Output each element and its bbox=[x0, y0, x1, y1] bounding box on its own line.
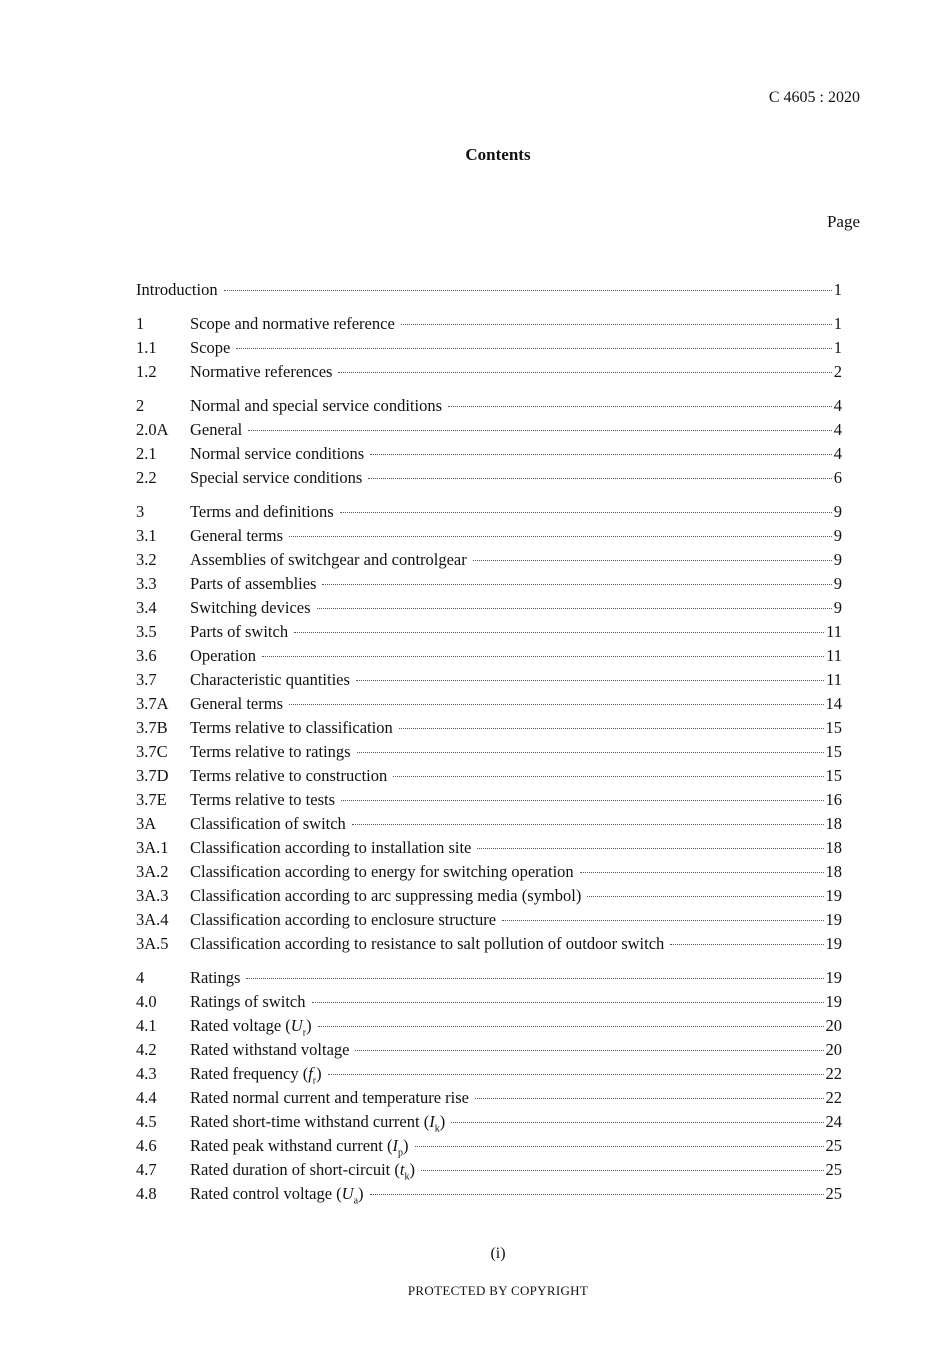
dot-leader bbox=[670, 943, 823, 945]
toc-entry-page: 15 bbox=[825, 766, 842, 785]
dot-leader bbox=[312, 1001, 824, 1003]
toc-entry-number: 4.7 bbox=[136, 1160, 157, 1179]
dot-leader bbox=[370, 1193, 824, 1195]
dot-leader bbox=[368, 477, 831, 479]
toc-entry-page: 9 bbox=[833, 526, 842, 545]
toc-entry-title: Introduction bbox=[136, 280, 218, 299]
toc-entry[interactable] bbox=[136, 442, 842, 466]
toc-entry-page: 9 bbox=[833, 550, 842, 569]
toc-entry[interactable] bbox=[136, 548, 842, 572]
toc-entry-page: 11 bbox=[826, 622, 842, 641]
toc-entry-title: Terms relative to construction bbox=[190, 766, 388, 785]
toc-entry-page: 25 bbox=[825, 1184, 842, 1203]
dot-leader bbox=[399, 727, 824, 729]
dot-leader bbox=[322, 583, 831, 585]
toc-entry[interactable] bbox=[136, 692, 842, 716]
toc-entry[interactable] bbox=[136, 932, 842, 956]
dot-leader bbox=[246, 977, 823, 979]
toc-entry-title: Ratings bbox=[190, 968, 241, 987]
dot-leader bbox=[341, 799, 823, 801]
dot-leader bbox=[328, 1073, 824, 1075]
toc-entry-number: 1.2 bbox=[136, 362, 157, 381]
toc-entry-page: 4 bbox=[833, 420, 842, 439]
dot-leader bbox=[318, 1025, 824, 1027]
toc-entry-number: 3 bbox=[136, 502, 145, 521]
toc-entry-number: 3A bbox=[136, 814, 157, 833]
toc-entry[interactable] bbox=[136, 278, 842, 302]
dot-leader bbox=[421, 1169, 824, 1171]
toc-entry[interactable] bbox=[136, 524, 842, 548]
toc-entry-title: Classification according to installation site bbox=[190, 838, 472, 857]
toc-entry[interactable] bbox=[136, 668, 842, 692]
page-column-label: Page bbox=[826, 212, 860, 231]
toc-entry-number: 3.7A bbox=[136, 694, 169, 713]
toc-entry-page: 9 bbox=[833, 598, 842, 617]
toc-entry-title: Terms relative to tests bbox=[190, 790, 336, 809]
toc-entry[interactable] bbox=[136, 860, 842, 884]
toc-entry-page: 19 bbox=[825, 910, 842, 929]
toc-entry-title: Parts of switch bbox=[190, 622, 289, 641]
toc-entry-title: Classification according to enclosure structure bbox=[190, 910, 497, 929]
symbol: f bbox=[308, 1064, 313, 1083]
toc-entry[interactable] bbox=[136, 1110, 842, 1134]
toc-entry-number: 3A.5 bbox=[136, 934, 169, 953]
dot-leader bbox=[448, 405, 832, 407]
toc-entry-title: Rated duration of short-circuit $(t_k)$ bbox=[190, 1160, 415, 1183]
dot-leader bbox=[473, 559, 832, 561]
toc-entry-page: 20 bbox=[825, 1040, 842, 1059]
dot-leader bbox=[224, 289, 832, 291]
toc-entry-title: Rated normal current and temperature rise bbox=[190, 1088, 470, 1107]
toc-entry[interactable] bbox=[136, 788, 842, 812]
toc-entry[interactable] bbox=[136, 1134, 842, 1158]
symbol: t bbox=[399, 1160, 405, 1179]
toc-entry-page: 15 bbox=[825, 718, 842, 737]
toc-entry-page: 16 bbox=[825, 790, 842, 809]
toc-entry-page: 22 bbox=[825, 1088, 842, 1107]
toc-entry[interactable] bbox=[136, 740, 842, 764]
toc-entry-page: 18 bbox=[825, 814, 842, 833]
toc-entry[interactable] bbox=[136, 1182, 842, 1206]
toc-entry[interactable] bbox=[136, 990, 842, 1014]
toc-entry[interactable] bbox=[136, 336, 842, 360]
symbol: I bbox=[392, 1136, 399, 1155]
toc-entry[interactable] bbox=[136, 908, 842, 932]
symbol: I bbox=[429, 1112, 435, 1131]
toc-entry[interactable] bbox=[136, 1086, 842, 1110]
toc-entry-page: 19 bbox=[825, 886, 842, 905]
toc-entry-page: 9 bbox=[833, 502, 842, 521]
toc-entry[interactable] bbox=[136, 966, 842, 990]
toc-entry-title: Normal and special service conditions bbox=[190, 396, 443, 415]
toc-entry[interactable] bbox=[136, 360, 842, 384]
toc-entry-number: 1.1 bbox=[136, 338, 157, 357]
toc-entry-page: 15 bbox=[825, 742, 842, 761]
toc-entry-title: Operation bbox=[190, 646, 256, 665]
toc-entry-number: 3.6 bbox=[136, 646, 157, 665]
toc-entry-title: Classification of switch bbox=[190, 814, 346, 833]
toc-entry-page: 4 bbox=[833, 444, 842, 463]
toc-entry[interactable] bbox=[136, 394, 842, 418]
toc-entry-title: Rated control voltage $(U_a)$ bbox=[190, 1184, 364, 1207]
dot-leader bbox=[338, 371, 831, 373]
toc-entry-number: 3A.4 bbox=[136, 910, 169, 929]
page-number: (i) bbox=[490, 1245, 506, 1262]
toc-entry[interactable] bbox=[136, 312, 842, 336]
dot-leader bbox=[355, 1049, 823, 1051]
toc-entry-page: 2 bbox=[833, 362, 842, 381]
toc-entry[interactable] bbox=[136, 644, 842, 668]
toc-entry-title: Assemblies of switchgear and controlgear bbox=[190, 550, 467, 569]
dot-leader bbox=[294, 631, 824, 633]
toc-entry-number: 4.3 bbox=[136, 1064, 157, 1083]
toc-entry-page: 1 bbox=[833, 338, 842, 357]
toc-entry-title: Normative references bbox=[190, 362, 333, 381]
toc-entry-number: 3.1 bbox=[136, 526, 157, 545]
toc-entry-title: Ratings of switch bbox=[190, 992, 306, 1011]
toc-entry-title: Scope and normative reference bbox=[190, 314, 395, 333]
toc-entry-number: 3.7C bbox=[136, 742, 168, 761]
dot-leader bbox=[393, 775, 823, 777]
toc-entry[interactable] bbox=[136, 812, 842, 836]
toc-entry-page: 24 bbox=[825, 1112, 842, 1131]
toc-entry[interactable] bbox=[136, 572, 842, 596]
toc-entry-title: Terms and definitions bbox=[190, 502, 334, 521]
toc-entry[interactable] bbox=[136, 620, 842, 644]
toc-entry[interactable] bbox=[136, 716, 842, 740]
toc-entry-title: Rated peak withstand current $(I_p)$ bbox=[190, 1136, 409, 1159]
table-of-contents bbox=[136, 278, 842, 1206]
toc-entry-title: General bbox=[190, 420, 243, 439]
toc-entry-page: 25 bbox=[825, 1160, 842, 1179]
toc-entry[interactable] bbox=[136, 500, 842, 524]
toc-entry-number: 3.7B bbox=[136, 718, 168, 737]
dot-leader bbox=[356, 679, 824, 681]
toc-entry-number: 3.2 bbox=[136, 550, 157, 569]
toc-entry-page: 11 bbox=[826, 646, 842, 665]
symbol-subscript: k bbox=[434, 1123, 440, 1135]
symbol-subscript: a bbox=[353, 1195, 359, 1207]
toc-entry-page: 25 bbox=[825, 1136, 842, 1155]
toc-entry-number: 2.1 bbox=[136, 444, 157, 463]
toc-entry-number: 4 bbox=[136, 968, 145, 987]
toc-entry[interactable] bbox=[136, 884, 842, 908]
toc-entry-page: 18 bbox=[825, 862, 842, 881]
toc-entry-page: 19 bbox=[825, 992, 842, 1011]
toc-entry-number: 3.3 bbox=[136, 574, 157, 593]
toc-entry-title: Classification according to energy for switching operation bbox=[190, 862, 574, 881]
toc-entry-title: Normal service conditions bbox=[190, 444, 365, 463]
dot-leader bbox=[340, 511, 832, 513]
symbol-subscript: r bbox=[312, 1075, 317, 1087]
dot-leader bbox=[236, 347, 831, 349]
toc-entry-number: 3A.3 bbox=[136, 886, 169, 905]
toc-entry-title: Classification according to resistance to salt pollution of outdoor switch bbox=[190, 934, 665, 953]
dot-leader bbox=[289, 703, 824, 705]
toc-entry-title: Special service conditions bbox=[190, 468, 363, 487]
toc-entry-title: Characteristic quantities bbox=[190, 670, 350, 689]
dot-leader bbox=[502, 919, 823, 921]
toc-entry[interactable] bbox=[136, 1038, 842, 1062]
toc-entry-title: Classification according to arc suppressing media (symbol) bbox=[190, 886, 582, 905]
toc-entry-number: 3A.2 bbox=[136, 862, 169, 881]
toc-entry[interactable] bbox=[136, 836, 842, 860]
toc-entry-title: Terms relative to ratings bbox=[190, 742, 351, 761]
toc-entry[interactable] bbox=[136, 1014, 842, 1038]
toc-entry-title: Terms relative to classification bbox=[190, 718, 393, 737]
dot-leader bbox=[580, 871, 824, 873]
toc-entry-number: 3.7D bbox=[136, 766, 169, 785]
symbol-subscript: r bbox=[302, 1027, 307, 1039]
document-number: C 4605 : 2020 bbox=[768, 89, 860, 106]
toc-entry-title: General terms bbox=[190, 694, 283, 713]
toc-entry-title: Scope bbox=[190, 338, 231, 357]
toc-entry-page: 14 bbox=[825, 694, 842, 713]
toc-entry-page: 1 bbox=[833, 280, 842, 299]
toc-entry-title: Parts of assemblies bbox=[190, 574, 317, 593]
toc-entry-number: 4.5 bbox=[136, 1112, 157, 1131]
toc-entry-number: 4.1 bbox=[136, 1016, 157, 1035]
toc-entry-title: Rated withstand voltage bbox=[190, 1040, 350, 1059]
copyright-notice: PROTECTED BY COPYRIGHT bbox=[407, 1283, 589, 1298]
symbol-subscript: k bbox=[404, 1171, 410, 1183]
symbol-subscript: p bbox=[398, 1147, 404, 1159]
toc-entry-page: 18 bbox=[825, 838, 842, 857]
toc-entry-page: 9 bbox=[833, 574, 842, 593]
toc-entry-number: 4.4 bbox=[136, 1088, 157, 1107]
toc-entry-number: 2 bbox=[136, 396, 145, 415]
toc-entry[interactable] bbox=[136, 1062, 842, 1086]
toc-entry-number: 2.0A bbox=[136, 420, 169, 439]
dot-leader bbox=[289, 535, 832, 537]
toc-entry[interactable] bbox=[136, 418, 842, 442]
dot-leader bbox=[401, 323, 832, 325]
toc-entry-page: 4 bbox=[833, 396, 842, 415]
toc-entry-number: 4.0 bbox=[136, 992, 157, 1011]
toc-entry-number: 3.7 bbox=[136, 670, 157, 689]
symbol: U bbox=[290, 1016, 303, 1035]
dot-leader bbox=[370, 453, 832, 455]
toc-entry-page: 6 bbox=[833, 468, 842, 487]
dot-leader bbox=[415, 1145, 824, 1147]
dot-leader bbox=[262, 655, 824, 657]
toc-entry[interactable] bbox=[136, 1158, 842, 1182]
dot-leader bbox=[477, 847, 823, 849]
dot-leader bbox=[451, 1121, 823, 1123]
toc-entry-title: Rated frequency $(f_r)$ bbox=[190, 1064, 322, 1087]
toc-entry-page: 20 bbox=[825, 1016, 842, 1035]
dot-leader bbox=[587, 895, 823, 897]
toc-entry-number: 3.4 bbox=[136, 598, 157, 617]
toc-entry-page: 22 bbox=[825, 1064, 842, 1083]
toc-entry-page: 19 bbox=[825, 934, 842, 953]
toc-entry-number: 4.6 bbox=[136, 1136, 157, 1155]
toc-entry-title: Rated short-time withstand current $(I_k)$ bbox=[190, 1112, 446, 1135]
toc-entry-title: Switching devices bbox=[190, 598, 311, 617]
dot-leader bbox=[248, 429, 832, 431]
toc-entry-page: 11 bbox=[826, 670, 842, 689]
toc-entry-number: 3.5 bbox=[136, 622, 157, 641]
dot-leader bbox=[357, 751, 824, 753]
toc-entry[interactable] bbox=[136, 764, 842, 788]
dot-leader bbox=[475, 1097, 823, 1099]
toc-entry-number: 4.8 bbox=[136, 1184, 157, 1203]
toc-entry[interactable] bbox=[136, 596, 842, 620]
toc-entry-number: 2.2 bbox=[136, 468, 157, 487]
toc-entry-number: 3A.1 bbox=[136, 838, 169, 857]
toc-entry-page: 1 bbox=[833, 314, 842, 333]
toc-entry-title: General terms bbox=[190, 526, 283, 545]
toc-entry-number: 1 bbox=[136, 314, 145, 333]
toc-entry-page: 19 bbox=[825, 968, 842, 987]
toc-entry-title: Rated voltage $(U_r)$ bbox=[190, 1016, 312, 1039]
toc-entry-number: 3.7E bbox=[136, 790, 167, 809]
toc-entry[interactable] bbox=[136, 466, 842, 490]
dot-leader bbox=[317, 607, 832, 609]
toc-entry-number: 4.2 bbox=[136, 1040, 157, 1059]
symbol: U bbox=[341, 1184, 354, 1203]
dot-leader bbox=[352, 823, 824, 825]
page-title: Contents bbox=[465, 145, 531, 164]
